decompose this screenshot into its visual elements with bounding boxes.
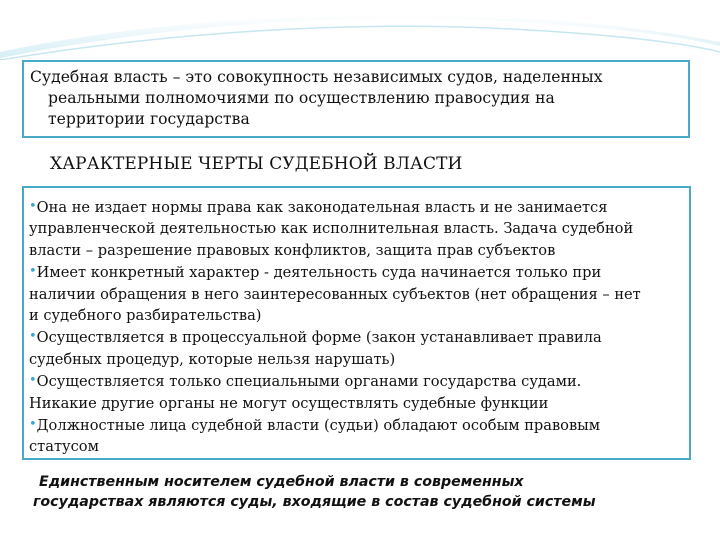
- feature-1-line-3: власти – разрешение правовых конфликтов, защита прав субъектов: [29, 241, 556, 259]
- bullet-icon: •: [29, 417, 37, 433]
- feature-3-line-1: Осуществляется в процессуальной форме (закон устанавливает правила: [36, 329, 602, 347]
- definition-term: Судебная власть: [30, 68, 168, 86]
- bullet-icon: •: [29, 264, 37, 280]
- conclusion-line-1: Единственным носителем судебной власти в современных: [39, 474, 524, 490]
- feature-1-line-1: Она не издает нормы права как законодательная власть и не занимается: [36, 199, 608, 216]
- definition-line-3: территории государства: [48, 110, 250, 128]
- feature-2-line-2: наличии обращения в него заинтересованных субъектов (нет обращения – нет: [29, 285, 641, 303]
- definition-text: – это совокупность независимых судов, наделенных: [167, 68, 603, 86]
- bullet-icon: •: [29, 199, 37, 214]
- bullet-icon: •: [29, 329, 37, 345]
- feature-3-line-2: судебных процедур, которые нельзя нарушать): [29, 350, 396, 368]
- bullet-icon: •: [29, 373, 37, 389]
- feature-4-line-2: Никакие другие органы не могут осуществлять судебные функции: [29, 394, 549, 412]
- features-box: [22, 186, 691, 460]
- feature-2-line-3: и судебного разбирательства): [29, 307, 262, 325]
- definition-line-2: реальными полномочиями по осуществлению правосудия на: [48, 89, 555, 107]
- feature-2-line-1: Имеет конкретный характер - деятельность суда начинается только при: [36, 264, 602, 282]
- conclusion-line-2: государствах являются суды, входящие в состав судебной системы: [33, 494, 596, 510]
- decorative-wave-header: [0, 0, 720, 60]
- feature-5-line-2: статусом: [29, 438, 99, 456]
- section-heading: ХАРАКТЕРНЫЕ ЧЕРТЫ СУДЕБНОЙ ВЛАСТИ: [50, 154, 463, 174]
- feature-5-line-1: Должностные лица судебной власти (судьи) обладают особым правовым: [36, 417, 601, 435]
- feature-4-line-1: Осуществляется только специальными органами государства судами.: [36, 373, 582, 391]
- conclusion-text: [33, 472, 713, 512]
- definition-box: [22, 60, 690, 138]
- feature-1-line-2: управленческой деятельностью как исполнительная власть. Задача судебной: [29, 220, 634, 238]
